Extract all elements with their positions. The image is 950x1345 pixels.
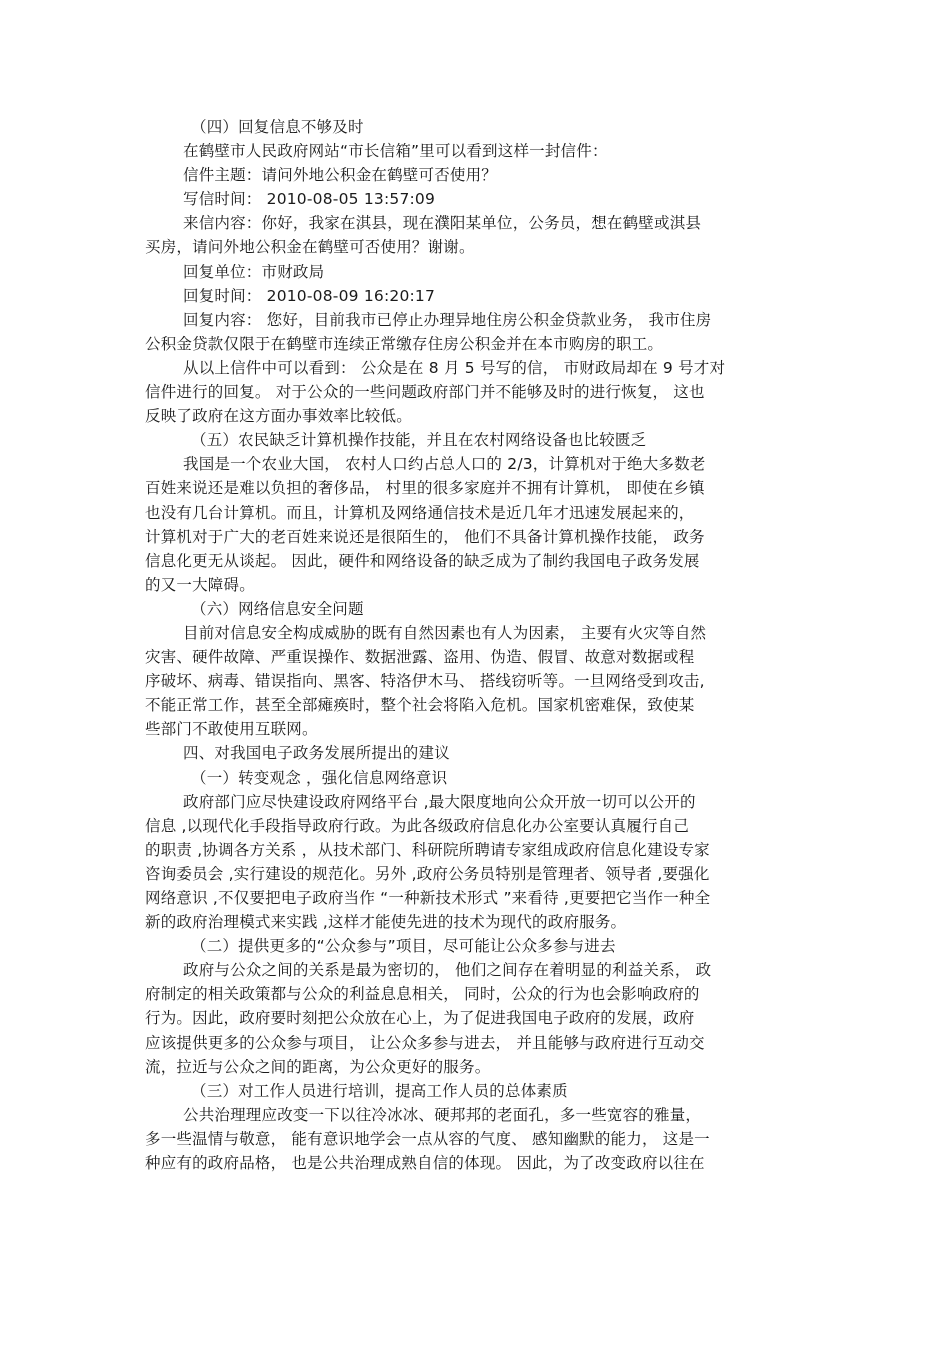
paragraph-line: 从以上信件中可以看到： 公众是在 8 月 5 号写的信， 市财政局却在 9 号才对 bbox=[183, 358, 726, 377]
reply-time: 回复时间： 2010-08-09 16:20:17 bbox=[183, 286, 436, 305]
paragraph-line: 信息化更无从谈起。 因此，硬件和网络设备的缺乏成为了制约我国电子政务发展 bbox=[145, 551, 700, 570]
paragraph-line: 信件进行的回复。 对于公众的一些问题政府部门并不能够及时的进行恢复， 这也 bbox=[145, 383, 705, 402]
paragraph-line: 的又一大障碍。 bbox=[145, 575, 255, 594]
paragraph-line: 信息 ,以现代化手段指导政府行政。为此各级政府信息化办公室要认真履行自己 bbox=[145, 816, 690, 835]
letter-subject: 信件主题：请问外地公积金在鹤壁可否使用？ bbox=[183, 166, 498, 185]
paragraph-line: 网络意识 ,不仅要把电子政府当作 “一种新技术形式 ”来看待 ,更要把它当作一种全 bbox=[145, 889, 711, 907]
paragraph-line: 政府与公众之间的关系是最为密切的， 他们之间存在着明显的利益关系， 政 bbox=[183, 961, 712, 980]
paragraph-line: 行为。因此，政府要时刻把公众放在心上，为了促进我国电子政府的发展，政府 bbox=[145, 1009, 695, 1028]
paragraph-line: 灾害、硬件故障、严重误操作、数据泄露、盗用、伪造、假冒、故意对数据或程 bbox=[145, 648, 695, 667]
paragraph-line: 种应有的政府品格， 也是公共治理成熟自信的体现。 因此，为了改变政府以往在 bbox=[145, 1154, 705, 1173]
paragraph-line: 的职责 ,协调各方关系 ，从技术部门、科研院所聘请专家组成政府信息化建设专家 bbox=[145, 840, 710, 859]
letter-content-cont: 买房，请问外地公积金在鹤壁可否使用？谢谢。 bbox=[145, 238, 475, 257]
paragraph-line: 序破坏、病毒、错误指向、黑客、特洛伊木马、 搭线窃听等。一旦网络受到攻击, bbox=[145, 672, 705, 691]
paragraph-line: 应该提供更多的公众参与项目， 让公众多参与进去， 并且能够与政府进行互动交 bbox=[145, 1033, 705, 1052]
paragraph-line: 公共治理理应改变一下以往冷冰冰、硬邦邦的老面孔，多一些宽容的雅量， bbox=[183, 1105, 702, 1124]
paragraph-line: 目前对信息安全构成威胁的既有自然因素也有人为因素， 主要有火灾等自然 bbox=[183, 623, 707, 642]
paragraph-line: 新的政府治理模式来实践 ,这样才能使先进的技术为现代的政府服务。 bbox=[145, 913, 627, 932]
paragraph-line: 府制定的相关政策都与公众的利益息息相关， 同时，公众的行为也会影响政府的 bbox=[145, 985, 700, 1004]
paragraph-line: 不能正常工作，甚至全部瘫痪时，整个社会将陷入危机。国家机密难保，致使某 bbox=[145, 696, 695, 715]
paragraph-line: 政府部门应尽快建设政府网络平台 ,最大限度地向公众开放一切可以公开的 bbox=[183, 792, 696, 811]
reply-content-cont: 公积金贷款仅限于在鹤壁市连续正常缴存住房公积金并在本市购房的职工。 bbox=[145, 334, 664, 353]
section-heading-4: （四）回复信息不够及时 bbox=[191, 118, 364, 136]
paragraph-line: 流，拉近与公众之间的距离，为公众更好的服务。 bbox=[145, 1057, 491, 1076]
section-heading-6: （六）网络信息安全问题 bbox=[191, 599, 364, 618]
paragraph-line: 些部门不敢使用互联网。 bbox=[145, 720, 318, 739]
reply-unit: 回复单位：市财政局 bbox=[183, 262, 325, 281]
paragraph-line: 咨询委员会 ,实行建设的规范化。另外 ,政府公务员特别是管理者、领导者 ,要强化 bbox=[145, 864, 710, 883]
subsection-heading-2: （二）提供更多的“公众参与”项目，尽可能让公众多参与进去 bbox=[191, 937, 616, 956]
paragraph-line: 在鹤壁市人民政府网站“市长信箱”里可以看到这样一封信件： bbox=[183, 142, 608, 161]
subsection-heading-3: （三）对工作人员进行培训，提高工作人员的总体素质 bbox=[191, 1081, 568, 1100]
letter-write-time: 写信时间： 2010-08-05 13:57:09 bbox=[183, 190, 436, 209]
subsection-heading-1: （一）转变观念 ，强化信息网络意识 bbox=[191, 768, 448, 787]
chapter-heading-4: 四、对我国电子政务发展所提出的建议 bbox=[183, 744, 450, 763]
letter-content: 来信内容：你好，我家在淇县，现在濮阳某单位，公务员，想在鹤壁或淇县 bbox=[183, 214, 702, 233]
reply-content: 回复内容： 您好，目前我市已停止办理异地住房公积金贷款业务， 我市住房 bbox=[183, 310, 712, 329]
paragraph-line: 我国是一个农业大国， 农村人口约占总人口的 2/3，计算机对于绝大多数老 bbox=[183, 455, 706, 474]
paragraph-line: 多一些温情与敬意， 能有意识地学会一点从容的气度、 感知幽默的能力， 这是一 bbox=[145, 1129, 710, 1148]
section-heading-5: （五）农民缺乏计算机操作技能，并且在农村网络设备也比较匮乏 bbox=[191, 431, 647, 450]
paragraph-line: 反映了政府在这方面办事效率比较低。 bbox=[145, 407, 412, 426]
paragraph-line: 计算机对于广大的老百姓来说还是很陌生的， 他们不具备计算机操作技能， 政务 bbox=[145, 527, 705, 546]
document-body bbox=[145, 115, 810, 1175]
paragraph-line: 百姓来说还是难以负担的奢侈品， 村里的很多家庭并不拥有计算机， 即使在乡镇 bbox=[145, 479, 705, 498]
paragraph-line: 也没有几台计算机。而且，计算机及网络通信技术是近几年才迅速发展起来的， bbox=[145, 503, 695, 522]
